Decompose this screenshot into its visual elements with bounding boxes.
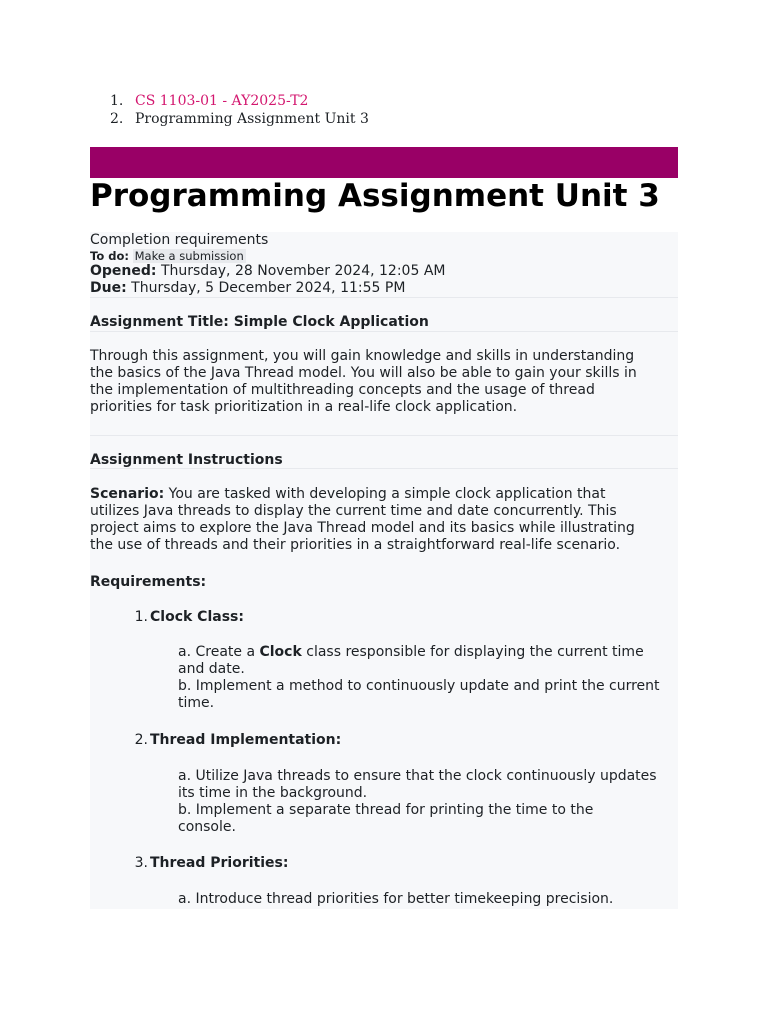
requirement-code-term: Clock [259,644,302,660]
assignment-title: Assignment Title: Simple Clock Application [90,314,429,330]
opened-date: Thursday, 28 November 2024, 12:05 AM [160,263,446,279]
todo-badge: Make a submission [134,249,244,263]
scenario-paragraph [90,486,678,554]
requirement-line: its time in the background. [178,785,368,801]
requirement-details [178,644,678,712]
requirement-line: time. [178,695,215,711]
divider [90,435,678,436]
requirement-number: 1. [134,609,148,625]
divider [90,297,678,298]
breadcrumb-number: 2. [110,111,124,127]
requirement-number: 3. [134,855,148,871]
breadcrumb [110,92,369,128]
due-label: Due: [90,280,127,296]
header-banner [90,147,678,178]
scenario-line: utilizes Java threads to display the current time and date concurrently. This [90,503,617,519]
scenario-text: You are tasked with developing a simple clock application that [164,486,606,502]
due-row [90,280,405,297]
breadcrumb-number: 1. [110,93,124,109]
intro-paragraph [90,348,678,416]
completion-heading: Completion requirements [90,232,269,248]
intro-line: the basics of the Java Thread model. You will also be able to gain your skills in [90,365,637,381]
requirement-details [178,768,678,836]
todo-row [90,250,246,263]
requirement-line: console. [178,819,236,835]
breadcrumb-current: Programming Assignment Unit 3 [135,111,369,127]
intro-line: priorities for task prioritization in a real-life clock application. [90,399,518,415]
requirement-line [178,644,678,661]
requirement-line: a. Utilize Java threads to ensure that the clock continuously updates [178,768,657,784]
requirement-title: Clock Class: [150,609,244,625]
divider [90,468,678,469]
requirement-title: Thread Priorities: [150,855,289,871]
intro-line: Through this assignment, you will gain knowledge and skills in understanding [90,348,635,364]
scenario-label: Scenario: [90,486,165,502]
requirement-line: b. Implement a method to continuously update and print the current [178,678,660,694]
requirements-heading: Requirements: [90,574,207,590]
opened-row [90,263,445,280]
breadcrumb-item-assignment [110,110,369,128]
scenario-line: project aims to explore the Java Thread model and its basics while illustrating [90,520,635,536]
requirement-title: Thread Implementation: [150,732,342,748]
breadcrumb-link-course[interactable]: CS 1103-01 - AY2025-T2 [135,93,309,109]
breadcrumb-item-course [110,92,369,110]
scenario-first-line [90,486,678,503]
todo-label: To do: [90,249,129,263]
requirement-text: a. Create a [178,644,260,660]
instructions-heading: Assignment Instructions [90,452,283,468]
requirement-line: b. Implement a separate thread for printing the time to the [178,802,594,818]
due-date: Thursday, 5 December 2024, 11:55 PM [131,280,406,296]
requirement-text: class responsible for displaying the current time [301,644,644,660]
intro-line: the implementation of multithreading concepts and the usage of thread [90,382,595,398]
requirement-details [178,891,678,908]
scenario-line: the use of threads and their priorities in a straightforward real-life scenario. [90,537,621,553]
requirement-number: 2. [134,732,148,748]
assignment-content [90,232,678,909]
requirement-line: and date. [178,661,245,677]
opened-label: Opened: [90,263,157,279]
divider [90,331,678,332]
page-title: Programming Assignment Unit 3 [90,178,660,214]
requirement-line: a. Introduce thread priorities for better timekeeping precision. [178,891,614,907]
